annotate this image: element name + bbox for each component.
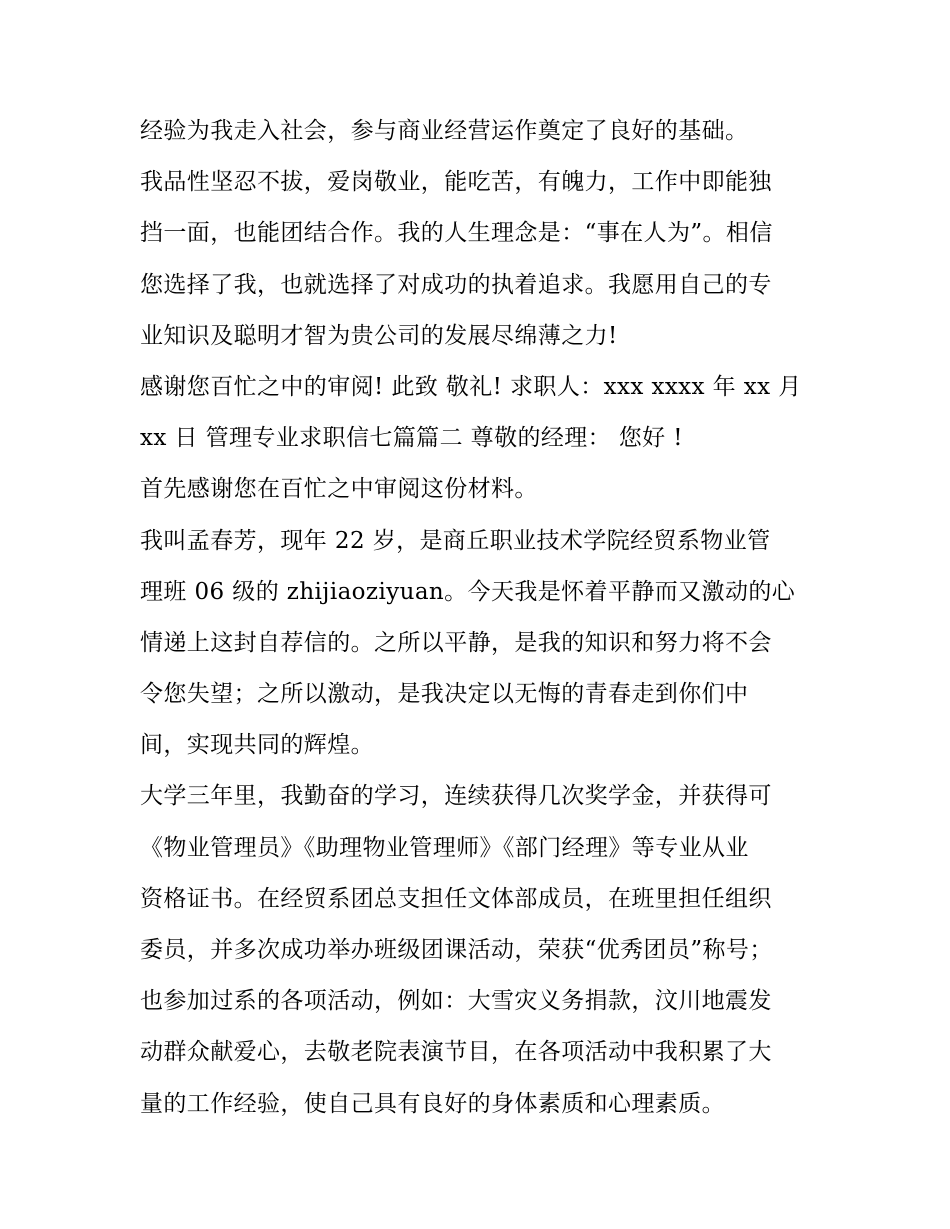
text-line: 经验为我走入社会，参与商业经营运作奠定了良好的基础。 [140, 118, 749, 144]
text-line: 资格证书。在经贸系团总支担任文体部成员，在班里担任组织 [140, 885, 772, 912]
text-line: 委员，并多次成功举办班级团课活动，荣获“优秀团员”称号； [140, 937, 773, 963]
text-line: 大学三年里，我勤奋的学习，连续获得几次奖学金，并获得可 [140, 783, 772, 810]
text-line: 情递上这封自荐信的。之所以平静，是我的知识和努力将不会 [140, 629, 772, 656]
text-line: 业知识及聪明才智为贵公司的发展尽绵薄之力! [140, 322, 618, 349]
text-line: 我品性坚忍不拔，爱岗敬业，能吃苦，有魄力，工作中即能独 [140, 169, 772, 196]
text-line: 令您失望；之所以激动，是我决定以无悔的青春走到你们中 [140, 681, 749, 708]
text-line: 我叫孟春芳，现年 22 岁，是商丘职业技术学院经贸系物业管 [140, 527, 771, 554]
text-line: 也参加过系的各项活动，例如：大雪灾义务捐款，汶川地震发 [140, 988, 772, 1015]
text-line: 动群众献爱心，去敬老院表演节目，在各项活动中我积累了大 [140, 1039, 772, 1066]
text-line: 间，实现共同的辉煌。 [140, 732, 374, 759]
text-line: 感谢您百忙之中的审阅! 此致 敬礼! 求职人：xxx xxxx 年 xx 月 [140, 373, 802, 400]
text-line: 您选择了我，也就选择了对成功的执着追求。我愿用自己的专 [140, 271, 772, 298]
text-line: 挡一面，也能团结合作。我的人生理念是：“事在人为”。相信 [140, 220, 773, 247]
text-line: 《物业管理员》《助理物业管理师》《部门经理》等专业从业 [140, 834, 749, 861]
document-body [140, 106, 840, 1130]
text-line: 理班 06 级的 zhijiaoziyuan。今天我是怀着平静而又激动的心 [140, 578, 796, 605]
text-line: 量的工作经验，使自己具有良好的身体素质和心理素质。 [140, 1090, 725, 1117]
text-line: 首先感谢您在百忙之中审阅这份材料。 [140, 476, 538, 503]
text-line: xx 日 管理专业求职信七篇篇二 尊敬的经理： 您好 ! [140, 425, 683, 452]
